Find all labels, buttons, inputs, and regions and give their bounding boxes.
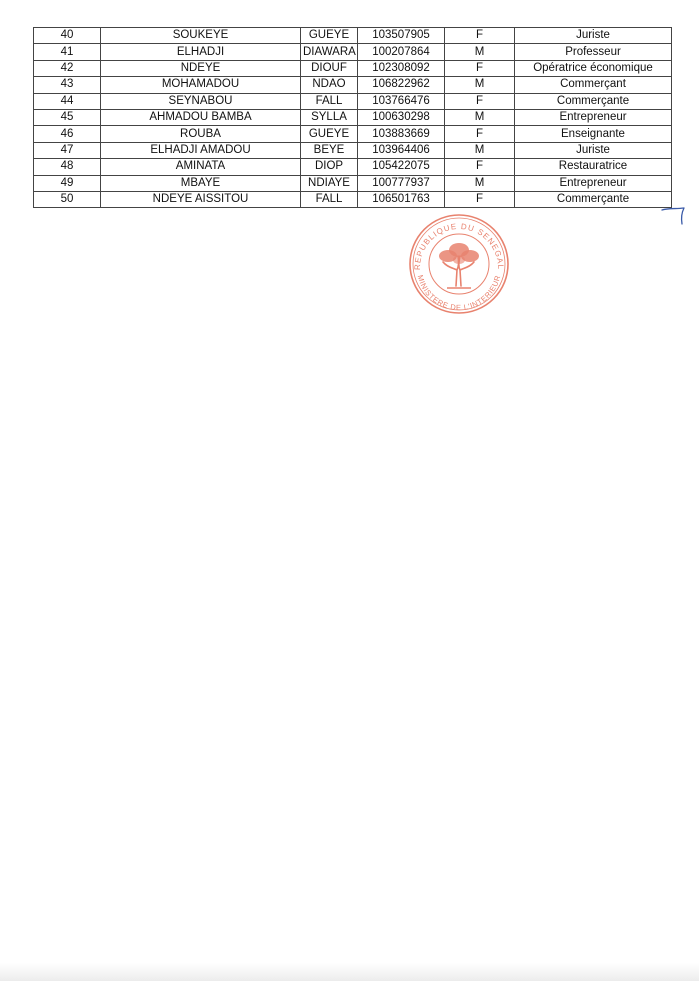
id-number: 106822962 [358,77,445,93]
first-name: AHMADOU BAMBA [101,109,301,125]
id-number: 105422075 [358,159,445,175]
sex: M [445,44,515,60]
profession: Juriste [515,28,672,44]
sex: M [445,142,515,158]
last-name: DIOUF [301,60,358,76]
id-number: 100777937 [358,175,445,191]
official-seal-icon [403,212,515,316]
profession: Entrepreneur [515,109,672,125]
row-number: 49 [34,175,101,191]
profession: Entrepreneur [515,175,672,191]
last-name: FALL [301,191,358,207]
table-row [34,175,672,191]
id-number: 100630298 [358,109,445,125]
table-row [34,109,672,125]
table-row [34,191,672,207]
id-number: 106501763 [358,191,445,207]
profession: Commerçant [515,77,672,93]
sex: M [445,77,515,93]
row-number: 46 [34,126,101,142]
row-number: 42 [34,60,101,76]
id-number: 103507905 [358,28,445,44]
id-number: 103766476 [358,93,445,109]
sex: M [445,109,515,125]
last-name: NDIAYE [301,175,358,191]
last-name: SYLLA [301,109,358,125]
sex: F [445,93,515,109]
first-name: ELHADJI [101,44,301,60]
last-name: GUEYE [301,126,358,142]
svg-text:MINISTERE DE L'INTERIEUR [416,274,503,312]
table-row [34,126,672,142]
last-name: FALL [301,93,358,109]
page-bottom-edge [0,963,699,981]
sex: F [445,28,515,44]
candidate-table [33,27,672,208]
ink-tick-mark-icon [660,202,690,228]
row-number: 40 [34,28,101,44]
stamp-top-text: REPUBLIQUE DU SENEGAL [412,221,506,271]
profession: Opératrice économique [515,60,672,76]
row-number: 48 [34,159,101,175]
id-number: 102308092 [358,60,445,76]
first-name: ELHADJI AMADOU [101,142,301,158]
row-number: 44 [34,93,101,109]
stamp-bottom-text: MINISTERE DE L'INTERIEUR [415,273,503,313]
sex: F [445,191,515,207]
row-number: 43 [34,77,101,93]
first-name: MOHAMADOU [101,77,301,93]
first-name: NDEYE AISSITOU [101,191,301,207]
last-name: DIOP [301,159,358,175]
table-row [34,93,672,109]
profession: Professeur [515,44,672,60]
sex: F [445,159,515,175]
sex: F [445,60,515,76]
profession: Juriste [515,142,672,158]
row-number: 50 [34,191,101,207]
last-name: BEYE [301,142,358,158]
last-name: GUEYE [301,28,358,44]
sex: M [445,175,515,191]
table-row [34,159,672,175]
sex: F [445,126,515,142]
table-row [34,60,672,76]
table-row [34,77,672,93]
profession: Enseignante [515,126,672,142]
profession: Restauratrice [515,159,672,175]
first-name: SOUKEYE [101,28,301,44]
row-number: 41 [34,44,101,60]
id-number: 100207864 [358,44,445,60]
table-row [34,142,672,158]
id-number: 103964406 [358,142,445,158]
table-row [34,28,672,44]
first-name: AMINATA [101,159,301,175]
first-name: NDEYE [101,60,301,76]
profession: Commerçante [515,191,672,207]
first-name: MBAYE [101,175,301,191]
first-name: SEYNABOU [101,93,301,109]
profession: Commerçante [515,93,672,109]
row-number: 45 [34,109,101,125]
table-row [34,44,672,60]
row-number: 47 [34,142,101,158]
id-number: 103883669 [358,126,445,142]
first-name: ROUBA [101,126,301,142]
last-name: NDAO [301,77,358,93]
last-name: DIAWARA [301,44,358,60]
